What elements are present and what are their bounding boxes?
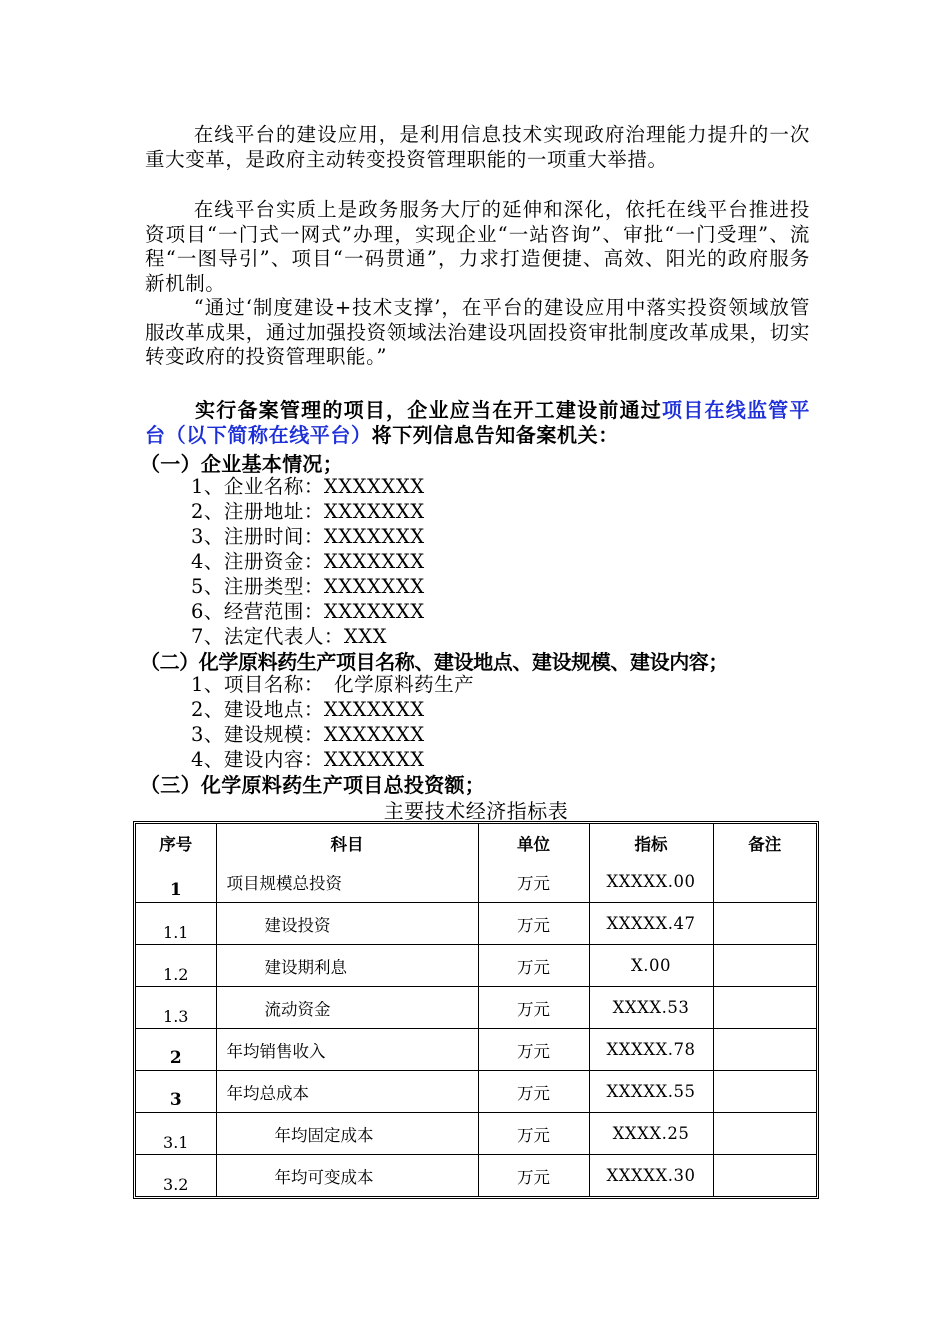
project-info-list (191, 672, 474, 772)
row-value: XXXXX.78 (589, 1029, 713, 1071)
table-title: 主要技术经济指标表 (383, 799, 569, 823)
list-item: 5、注册类型：XXXXXXX (191, 575, 425, 598)
list-item: 4、建设内容：XXXXXXX (191, 748, 425, 771)
table-row (136, 987, 816, 1029)
list-item: 2、注册地址：XXXXXXX (191, 500, 425, 523)
row-item: 建设投资 (216, 903, 478, 945)
row-unit: 万元 (478, 1155, 589, 1197)
row-value: XXXX.25 (589, 1113, 713, 1155)
row-note (713, 945, 816, 987)
intro-paragraph-2: 在线平台实质上是政务服务大厅的延伸和深化，依托在线平台推进投资项目“一门式一网式”办理，实现企业“一站咨询”、审批“一门受理”、流程“一图导引”、项目“一码贯通”，力求打造便捷、高效、阳光的政府服务新机制。 (145, 198, 810, 295)
notice-prefix: 实行备案管理的项目，企业应当在开工建设前通过 (195, 398, 663, 422)
list-item: 2、建设地点：XXXXXXX (191, 698, 425, 721)
row-item: 建设期利息 (216, 945, 478, 987)
row-note (713, 903, 816, 945)
header-no: 序号 (136, 824, 216, 861)
list-item: 1、项目名称： 化学原料药生产 (191, 673, 475, 696)
indicator-table-frame (133, 821, 819, 1199)
row-note (713, 987, 816, 1029)
list-item: 3、注册时间：XXXXXXX (191, 525, 425, 548)
row-unit: 万元 (478, 1113, 589, 1155)
table-row (136, 1155, 816, 1197)
header-unit: 单位 (478, 824, 589, 861)
table-row (136, 903, 816, 945)
row-item: 流动资金 (216, 987, 478, 1029)
row-note (713, 1071, 816, 1113)
notice-paragraph (145, 398, 810, 448)
list-item: 3、建设规模：XXXXXXX (191, 723, 425, 746)
row-no: 2 (136, 1029, 216, 1071)
row-value: XXXXX.30 (589, 1155, 713, 1197)
row-value: XXXXX.47 (589, 903, 713, 945)
row-no: 1.2 (136, 945, 216, 987)
row-unit: 万元 (478, 903, 589, 945)
row-item: 年均总成本 (216, 1071, 478, 1113)
table-row (136, 861, 816, 903)
row-unit: 万元 (478, 1029, 589, 1071)
row-unit: 万元 (478, 1071, 589, 1113)
list-item: 6、经营范围：XXXXXXX (191, 600, 425, 623)
section-heading-project: （二）化学原料药生产项目名称、建设地点、建设规模、建设内容； (140, 650, 728, 674)
row-value: XXXXX.55 (589, 1071, 713, 1113)
notice-suffix: 将下列信息告知备案机关： (371, 423, 619, 447)
row-item: 年均可变成本 (216, 1155, 478, 1197)
row-no: 3 (136, 1071, 216, 1113)
table-header-row (136, 824, 816, 861)
row-value: XXXXX.00 (589, 861, 713, 903)
row-note (713, 1113, 816, 1155)
header-item: 科目 (216, 824, 478, 861)
intro-paragraph-1: 在线平台的建设应用，是利用信息技术实现政府治理能力提升的一次重大变革，是政府主动转变投资管理职能的一项重大举措。 (145, 123, 810, 171)
row-no: 1.1 (136, 903, 216, 945)
company-info-list (191, 474, 425, 649)
table-row (136, 1113, 816, 1155)
list-item: 1、企业名称：XXXXXXX (191, 475, 425, 498)
header-value: 指标 (589, 824, 713, 861)
row-item: 项目规模总投资 (216, 861, 478, 903)
row-no: 1 (136, 861, 216, 903)
section-heading-investment: （三）化学原料药生产项目总投资额； (140, 773, 486, 797)
row-item: 年均固定成本 (216, 1113, 478, 1155)
section-heading-company: （一）企业基本情况； (140, 452, 343, 476)
row-note (713, 1155, 816, 1197)
row-item: 年均销售收入 (216, 1029, 478, 1071)
list-item: 4、注册资金：XXXXXXX (191, 550, 425, 573)
table-row (136, 1029, 816, 1071)
row-value: XXXX.53 (589, 987, 713, 1029)
row-note (713, 1029, 816, 1071)
row-no: 3.1 (136, 1113, 216, 1155)
platform-link[interactable]: 项目在线监管平台（以下简称在线平台） (145, 398, 811, 447)
row-no: 3.2 (136, 1155, 216, 1197)
table-row (136, 1071, 816, 1113)
header-note: 备注 (713, 824, 816, 861)
table-row (136, 945, 816, 987)
row-unit: 万元 (478, 945, 589, 987)
row-unit: 万元 (478, 861, 589, 903)
row-value: X.00 (589, 945, 713, 987)
indicator-table (136, 824, 816, 1196)
intro-paragraph-3: “通过‘制度建设+技术支撑’，在平台的建设应用中落实投资领域放管服改革成果，通过加强投资领域法治建设巩固投资审批制度改革成果，切实转变政府的投资管理职能。” (145, 296, 810, 368)
row-note (713, 861, 816, 903)
row-no: 1.3 (136, 987, 216, 1029)
row-unit: 万元 (478, 987, 589, 1029)
list-item: 7、法定代表人：XXX (191, 625, 388, 648)
